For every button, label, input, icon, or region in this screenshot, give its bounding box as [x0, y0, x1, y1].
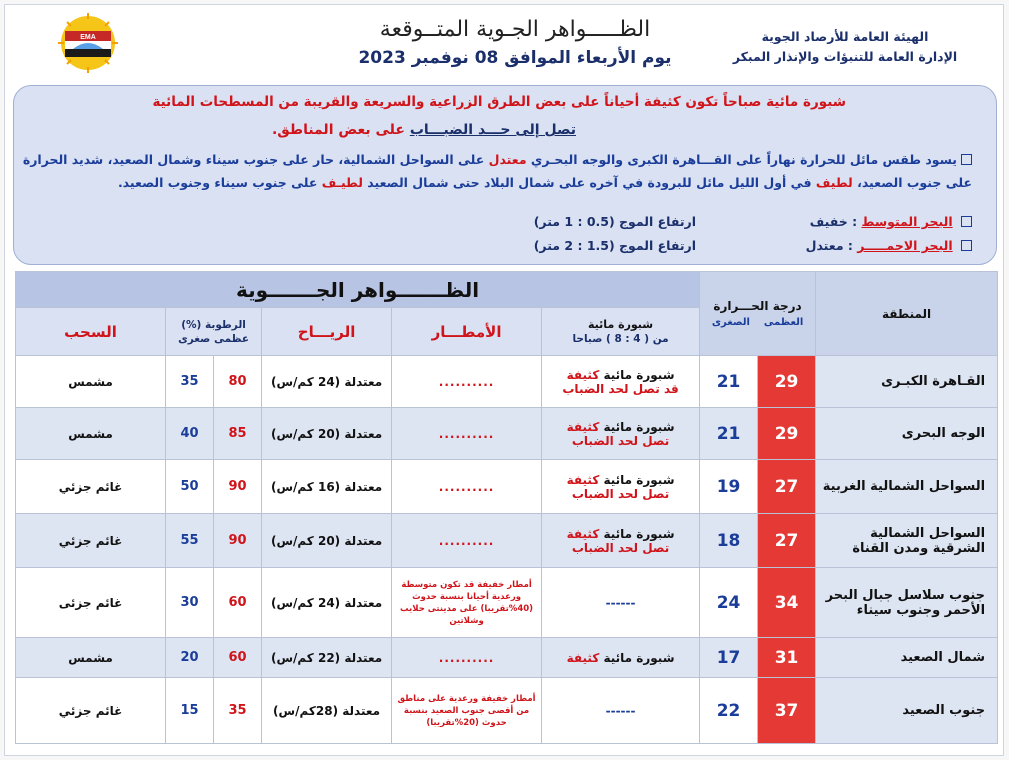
cell-humidity-max: 60 — [214, 568, 262, 638]
cell-humidity-max: 90 — [214, 514, 262, 568]
cell-humidity-min: 30 — [166, 568, 214, 638]
cell-wind: معتدلة (24 كم/س) — [262, 356, 392, 408]
cell-humidity-max: 60 — [214, 638, 262, 678]
cell-temp-min: 19 — [700, 460, 758, 514]
wave-height-red-sea: ارتفاع الموج (1.5 : 2 متر) — [533, 238, 696, 253]
cell-humidity-max: 85 — [214, 408, 262, 460]
cell-temp-max: 27 — [758, 514, 816, 568]
cell-temp-max: 27 — [758, 460, 816, 514]
sea-mediterranean: البحر المتوسط : خفيف — [810, 214, 972, 229]
table-row — [16, 568, 998, 638]
summary-box — [13, 85, 997, 265]
table-row — [16, 514, 998, 568]
ema-logo-icon — [47, 13, 129, 73]
page-title: الظـــــواهر الجـوية المتــوقعة — [379, 17, 651, 42]
cell-region: السواحل الشمالية الغربية — [816, 460, 998, 514]
checkbox-icon — [961, 240, 972, 251]
cell-humidity-max: 35 — [214, 678, 262, 744]
cell-temp-min: 21 — [700, 408, 758, 460]
cell-wind: معتدلة (28كم/س) — [262, 678, 392, 744]
cell-clouds: غائم جزئي — [16, 678, 166, 744]
cell-rain: أمطار خفيفة قد تكون متوسطة ورعدية أحيانا بنسبة حدوث (40%تقريبا) على مدينتى حلايب وشلاتين — [392, 568, 542, 638]
cell-fog: شبورة مائية كثيفة قد تصل لحد الضباب — [542, 356, 700, 408]
cell-region: جنوب الصعيد — [816, 678, 998, 744]
cell-temp-max: 31 — [758, 638, 816, 678]
org-name: الهيئة العامة للأرصاد الجوية — [761, 29, 929, 44]
table-row — [16, 356, 998, 408]
table-row — [16, 678, 998, 744]
table-body — [16, 356, 998, 744]
checkbox-icon — [961, 216, 972, 227]
cell-rain: .......... — [392, 514, 542, 568]
cell-temp-min: 21 — [700, 356, 758, 408]
header-clouds: السحب — [16, 308, 166, 356]
header-humidity: الرطوبة (%) عظمى صغرى — [166, 308, 262, 356]
cell-region: القـاهرة الكبـرى — [816, 356, 998, 408]
logo-text: EMA — [80, 34, 96, 41]
cell-temp-min: 24 — [700, 568, 758, 638]
cell-humidity-min: 55 — [166, 514, 214, 568]
cell-humidity-min: 50 — [166, 460, 214, 514]
cell-region: جنوب سلاسل جبال البحر الأحمر وجنوب سيناء — [816, 568, 998, 638]
cell-wind: معتدلة (16 كم/س) — [262, 460, 392, 514]
cell-rain: أمطار خفيفة ورعدية على مناطق من أقصى جنوب الصعيد بنسبة حدوث (20%تقريبا) — [392, 678, 542, 744]
cell-fog: شبورة مائية كثيفة تصل لحد الضباب — [542, 514, 700, 568]
cell-clouds: مشمس — [16, 356, 166, 408]
cell-clouds: غائم جزئي — [16, 514, 166, 568]
cell-temp-max: 34 — [758, 568, 816, 638]
cell-clouds: غائم جزئي — [16, 460, 166, 514]
cell-humidity-min: 20 — [166, 638, 214, 678]
cell-region: السواحل الشمالية الشرقية ومدن القناة — [816, 514, 998, 568]
header-wind: الريـــاح — [262, 308, 392, 356]
header-phenomena: الظـــــــواهر الجـــــــوية — [16, 272, 700, 308]
header-rain: الأمطـــار — [392, 308, 542, 356]
forecast-date: يوم الأربعاء الموافق 08 نوفمبر 2023 — [358, 48, 672, 68]
table-row — [16, 638, 998, 678]
forecast-table — [15, 271, 998, 744]
cell-fog: شبورة مائية كثيفة تصل لحد الضباب — [542, 408, 700, 460]
summary-fog-line: شبورة مائية صباحاً تكون كثيفة أحياناً على بعض الطرق الزراعية والسريعة والقريبة من المسطحات المائية — [152, 94, 846, 110]
header-center — [325, 17, 705, 68]
cell-rain: .......... — [392, 408, 542, 460]
cell-humidity-min: 40 — [166, 408, 214, 460]
cell-wind: معتدلة (22 كم/س) — [262, 638, 392, 678]
cell-fog: شبورة مائية كثيفة تصل لحد الضباب — [542, 460, 700, 514]
cell-clouds: مشمس — [16, 638, 166, 678]
cell-temp-min: 18 — [700, 514, 758, 568]
summary-fog-line2 — [272, 122, 576, 138]
cell-region: شمال الصعيد — [816, 638, 998, 678]
cell-rain: .......... — [392, 460, 542, 514]
cell-wind: معتدلة (20 كم/س) — [262, 408, 392, 460]
cell-fog: ------ — [542, 678, 700, 744]
cell-humidity-max: 90 — [214, 460, 262, 514]
cell-rain: .......... — [392, 356, 542, 408]
summary-temperature-paragraph: يسود طقس مائل للحرارة نهاراً على القـــاهرة الكبرى والوجه البحـري معتدل على السواحل الشمالية، حار على جنوب سيناء وشمال الصعيد، شديد الحرارة على جنوب الصعيد، لطيف في أول الليل مائل للبرودة في آخره على شمال البلاد حتى شمال الصعيد لطيـف على جنوب سيناء وجنوب الصعيد. — [22, 152, 972, 190]
forecast-page — [4, 4, 1004, 756]
cell-wind: معتدلة (20 كم/س) — [262, 514, 392, 568]
cell-clouds: مشمس — [16, 408, 166, 460]
checkbox-icon — [961, 154, 972, 165]
header-org — [715, 27, 975, 67]
header-region: المنطقة — [816, 272, 998, 356]
org-department: الإدارة العامة للتنبؤات والإنذار المبكر — [732, 49, 958, 64]
table-row — [16, 460, 998, 514]
sea-red-sea: البحر الاحمـــــر : معتدل — [806, 238, 972, 253]
cell-temp-max: 37 — [758, 678, 816, 744]
cell-temp-min: 17 — [700, 638, 758, 678]
table-row — [16, 408, 998, 460]
cell-region: الوجه البحرى — [816, 408, 998, 460]
cell-humidity-max: 80 — [214, 356, 262, 408]
cell-temp-max: 29 — [758, 408, 816, 460]
summary-fog-rest: على بعض المناطق. — [271, 122, 405, 138]
cell-temp-min: 22 — [700, 678, 758, 744]
cell-humidity-min: 15 — [166, 678, 214, 744]
cell-temp-max: 29 — [758, 356, 816, 408]
cell-clouds: غائم جزئى — [16, 568, 166, 638]
cell-fog: شبورة مائية كثيفة — [542, 638, 700, 678]
header-temp-sub: العظمى الصغرى — [711, 317, 804, 328]
cell-wind: معتدلة (24 كم/س) — [262, 568, 392, 638]
cell-rain: .......... — [392, 638, 542, 678]
header-fog: شبورة مائية من ( 4 : 8 ) صباحا — [542, 308, 700, 356]
summary-fog-underlined: تصل إلى حـــد الضبـــاب — [409, 122, 576, 138]
cell-humidity-min: 35 — [166, 356, 214, 408]
cell-fog: ------ — [542, 568, 700, 638]
wave-height-mediterranean: ارتفاع الموج (0.5 : 1 متر) — [533, 214, 696, 229]
header-temperature: درجة الحـــرارة العظمى الصغرى — [700, 272, 816, 356]
